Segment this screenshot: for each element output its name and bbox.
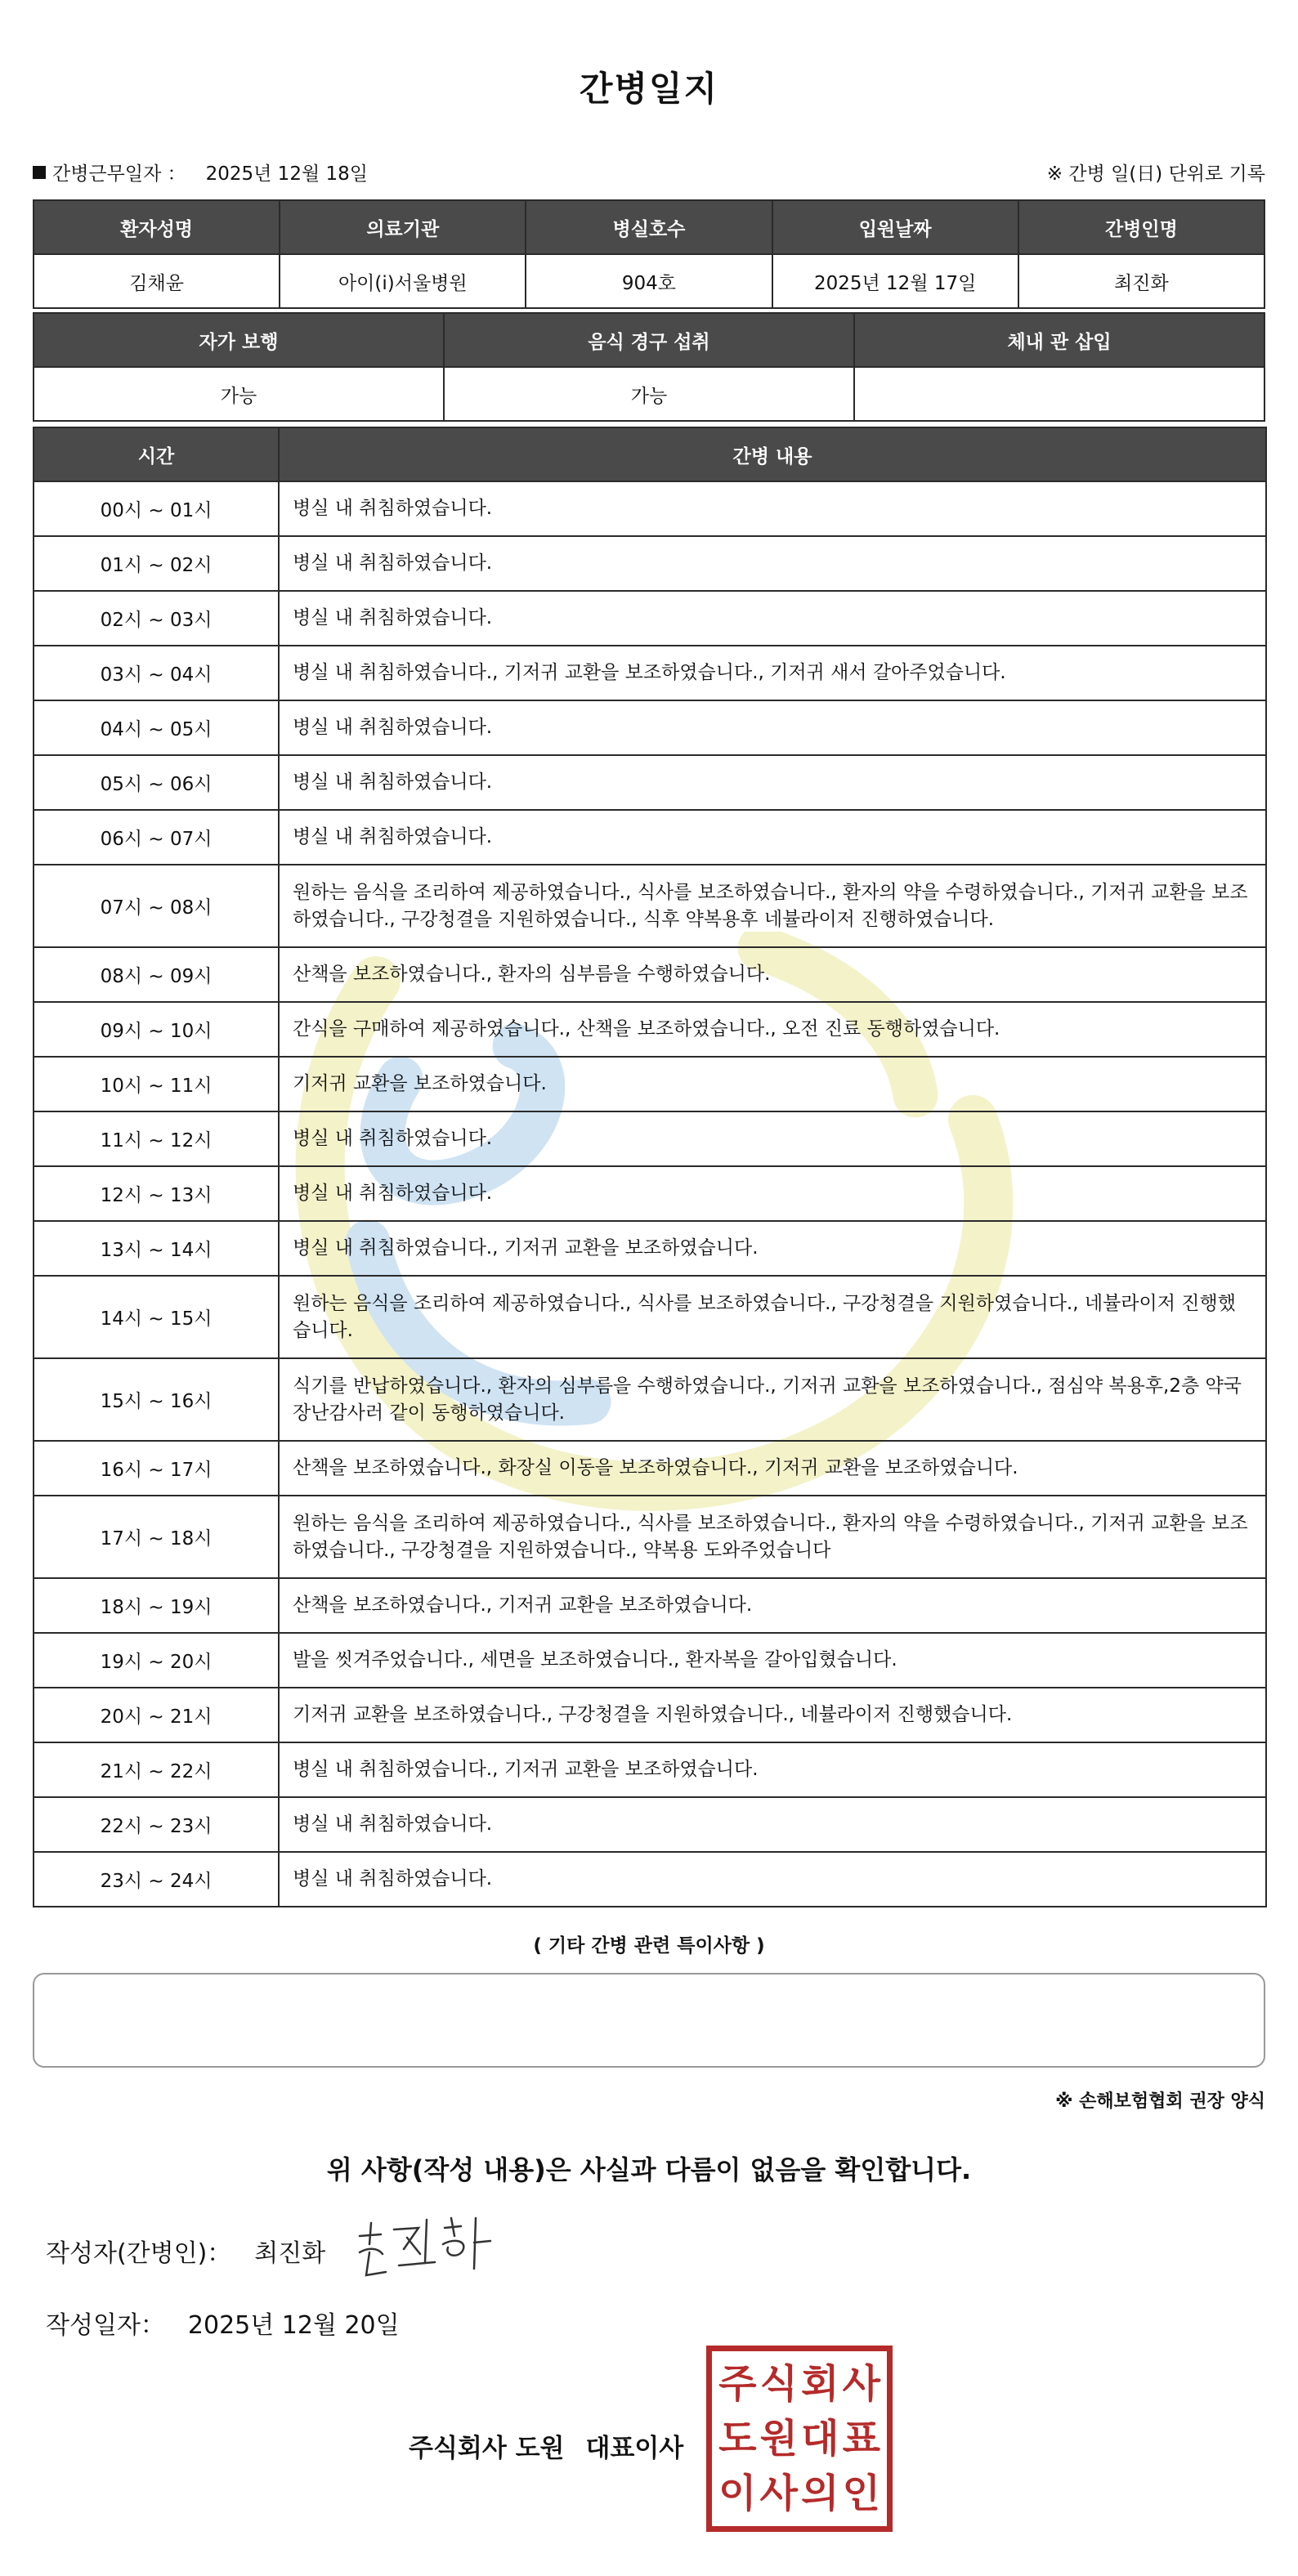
log-content: 병실 내 취침하였습니다. xyxy=(279,481,1266,536)
self-walking-value: 가능 xyxy=(34,367,444,421)
log-content: 병실 내 취침하였습니다., 기저귀 교환을 보조하였습니다., 기저귀 새서 갈아주었습니다. xyxy=(279,646,1266,700)
log-time: 05시 ~ 06시 xyxy=(34,755,279,810)
log-time: 12시 ~ 13시 xyxy=(34,1166,279,1221)
square-bullet-icon xyxy=(33,166,46,179)
table-row xyxy=(34,947,1266,1002)
log-content: 병실 내 취침하였습니다. xyxy=(279,1111,1266,1166)
care-log-header-row xyxy=(34,427,1266,481)
patient-status-header-row xyxy=(34,313,1264,367)
special-notes-box xyxy=(33,1973,1265,2068)
table-row xyxy=(34,700,1266,755)
table-row xyxy=(34,1797,1266,1852)
log-time: 08시 ~ 09시 xyxy=(34,947,279,1002)
care-log-table xyxy=(33,427,1267,1907)
log-content: 간식을 구매하여 제공하였습니다., 산책을 보조하였습니다., 오전 진료 동행하였습니다. xyxy=(279,1002,1266,1057)
log-time: 20시 ~ 21시 xyxy=(34,1688,279,1742)
header-room: 병실호수 xyxy=(526,200,772,254)
log-time: 11시 ~ 12시 xyxy=(34,1111,279,1166)
seal-char: 인 xyxy=(842,2471,880,2517)
patient-status-table xyxy=(33,312,1265,422)
writer-name: 최진화 xyxy=(254,2239,326,2268)
written-date-label: 작성일자： xyxy=(46,2311,165,2340)
table-row xyxy=(34,536,1266,591)
oral-intake-value: 가능 xyxy=(444,367,854,421)
log-content: 병실 내 취침하였습니다. xyxy=(279,755,1266,810)
work-date-value: 2025년 12월 18일 xyxy=(205,163,368,185)
header-oral-intake: 음식 경구 섭취 xyxy=(444,313,854,367)
seal-char: 표 xyxy=(842,2415,880,2462)
log-time: 00시 ~ 01시 xyxy=(34,481,279,536)
log-content: 병실 내 취침하였습니다. xyxy=(279,1852,1266,1907)
company-seal-stamp xyxy=(706,2346,893,2532)
log-time: 09시 ~ 10시 xyxy=(34,1002,279,1057)
confirmation-statement: 위 사항(작성 내용)은 사실과 다름이 없음을 확인합니다. xyxy=(326,2154,972,2185)
log-content: 산책을 보조하였습니다., 기저귀 교환을 보조하였습니다. xyxy=(279,1578,1266,1633)
seal-char: 회 xyxy=(801,2360,839,2407)
patient-info-table xyxy=(33,199,1265,309)
log-time: 19시 ~ 20시 xyxy=(34,1633,279,1688)
table-row xyxy=(34,1166,1266,1221)
log-time: 04시 ~ 05시 xyxy=(34,700,279,755)
log-time: 13시 ~ 14시 xyxy=(34,1221,279,1276)
seal-char: 이 xyxy=(718,2471,757,2517)
table-row xyxy=(34,1496,1266,1578)
log-time: 16시 ~ 17시 xyxy=(34,1441,279,1496)
log-time: 10시 ~ 11시 xyxy=(34,1057,279,1111)
unit-note: ※ 간병 일(日) 단위로 기록 xyxy=(1046,163,1265,185)
seal-char: 도 xyxy=(718,2415,757,2462)
log-content: 병실 내 취침하였습니다., 기저귀 교환을 보조하였습니다. xyxy=(279,1742,1266,1797)
work-date xyxy=(33,159,368,186)
tube-insertion-value xyxy=(854,367,1264,421)
header-patient-name: 환자성명 xyxy=(34,200,280,254)
seal-char: 식 xyxy=(759,2360,798,2407)
log-time: 14시 ~ 15시 xyxy=(34,1276,279,1358)
room-number: 904호 xyxy=(526,254,772,308)
table-row xyxy=(34,755,1266,810)
log-content: 병실 내 취침하였습니다. xyxy=(279,1166,1266,1221)
log-content: 병실 내 취침하였습니다. xyxy=(279,810,1266,865)
table-row xyxy=(34,1057,1266,1111)
table-row xyxy=(34,1578,1266,1633)
table-row xyxy=(34,1002,1266,1057)
seal-char: 주 xyxy=(718,2360,757,2407)
log-content: 원하는 음식을 조리하여 제공하였습니다., 식사를 보조하였습니다., 구강청결을 지원하였습니다., 네뷸라이저 진행했습니다. xyxy=(279,1276,1266,1358)
log-time: 03시 ~ 04시 xyxy=(34,646,279,700)
log-time: 07시 ~ 08시 xyxy=(34,865,279,947)
seal-char: 사 xyxy=(842,2360,880,2407)
form-source-note: ※ 손해보험협회 권장 양식 xyxy=(1055,2091,1265,2112)
log-content: 발을 씻겨주었습니다., 세면을 보조하였습니다., 환자복을 갈아입혔습니다. xyxy=(279,1633,1266,1688)
log-time: 21시 ~ 22시 xyxy=(34,1742,279,1797)
log-content: 원하는 음식을 조리하여 제공하였습니다., 식사를 보조하였습니다., 환자의 약을 수령하였습니다., 기저귀 교환을 보조하였습니다., 구강청결을 지원하였습니다., 약복용 도와주었습니다 xyxy=(279,1496,1266,1578)
table-row xyxy=(34,646,1266,700)
table-row xyxy=(34,1441,1266,1496)
log-time: 18시 ~ 19시 xyxy=(34,1578,279,1633)
admission-date: 2025년 12월 17일 xyxy=(772,254,1018,308)
header-admission-date: 입원날짜 xyxy=(772,200,1018,254)
patient-info-header-row xyxy=(34,200,1264,254)
table-row xyxy=(34,481,1266,536)
log-time: 15시 ~ 16시 xyxy=(34,1358,279,1441)
header-care-content: 간병 내용 xyxy=(279,427,1266,481)
table-row xyxy=(34,865,1266,947)
caregiver-name: 최진화 xyxy=(1018,254,1264,308)
written-date-value: 2025년 12월 20일 xyxy=(187,2311,400,2340)
log-content: 원하는 음식을 조리하여 제공하였습니다., 식사를 보조하였습니다., 환자의 약을 수령하였습니다., 기저귀 교환을 보조하였습니다., 구강청결을 지원하였습니다., 식후 약복용후 네뷸라이저 진행하였습니다. xyxy=(279,865,1266,947)
table-row xyxy=(34,1688,1266,1742)
patient-info-value-row xyxy=(34,254,1264,308)
log-content: 기저귀 교환을 보조하였습니다., 구강청결을 지원하였습니다., 네뷸라이저 진행했습니다. xyxy=(279,1688,1266,1742)
log-time: 17시 ~ 18시 xyxy=(34,1496,279,1578)
table-row xyxy=(34,591,1266,646)
hospital-name: 아이(i)서울병원 xyxy=(280,254,526,308)
log-time: 02시 ~ 03시 xyxy=(34,591,279,646)
log-content: 병실 내 취침하였습니다. xyxy=(279,700,1266,755)
log-time: 06시 ~ 07시 xyxy=(34,810,279,865)
header-tube-insertion: 체내 관 삽입 xyxy=(854,313,1264,367)
page-title: 간병일지 xyxy=(579,69,719,109)
log-content: 식기를 반납하였습니다., 환자의 심부름을 수행하였습니다., 기저귀 교환을 보조하였습니다., 점심약 복용후,2층 약국 장난감사러 같이 동행하였습니다. xyxy=(279,1358,1266,1441)
seal-char: 대 xyxy=(801,2415,839,2462)
header-hospital: 의료기관 xyxy=(280,200,526,254)
writer-line xyxy=(46,2233,325,2269)
work-date-label: 간병근무일자 ： xyxy=(52,163,186,185)
seal-char: 의 xyxy=(801,2471,839,2517)
log-time: 23시 ~ 24시 xyxy=(34,1852,279,1907)
company-name: 주식회사 도원 xyxy=(409,2434,565,2463)
table-row xyxy=(34,1852,1266,1907)
log-time: 22시 ~ 23시 xyxy=(34,1797,279,1852)
log-content: 산책을 보조하였습니다., 화장실 이동을 보조하였습니다., 기저귀 교환을 보조하였습니다. xyxy=(279,1441,1266,1496)
seal-char: 원 xyxy=(759,2415,798,2462)
table-row xyxy=(34,1358,1266,1441)
log-content: 병실 내 취침하였습니다., 기저귀 교환을 보조하였습니다. xyxy=(279,1221,1266,1276)
log-content: 병실 내 취침하였습니다. xyxy=(279,536,1266,591)
company-line xyxy=(409,2427,683,2464)
log-content: 기저귀 교환을 보조하였습니다. xyxy=(279,1057,1266,1111)
log-content: 병실 내 취침하였습니다. xyxy=(279,591,1266,646)
table-row xyxy=(34,810,1266,865)
table-row xyxy=(34,1111,1266,1166)
log-time: 01시 ~ 02시 xyxy=(34,536,279,591)
log-content: 산책을 보조하였습니다., 환자의 심부름을 수행하였습니다. xyxy=(279,947,1266,1002)
table-row xyxy=(34,1221,1266,1276)
special-notes-title: ( 기타 간병 관련 특이사항 ) xyxy=(533,1935,765,1957)
header-self-walking: 자가 보행 xyxy=(34,313,444,367)
table-row xyxy=(34,1276,1266,1358)
seal-char: 사 xyxy=(759,2471,798,2517)
table-row xyxy=(34,1742,1266,1797)
handwritten-signature xyxy=(353,2212,500,2285)
writer-label: 작성자(간병인)： xyxy=(46,2239,232,2268)
table-row xyxy=(34,1633,1266,1688)
written-date-line xyxy=(46,2305,400,2341)
log-content: 병실 내 취침하였습니다. xyxy=(279,1797,1266,1852)
company-role: 대표이사 xyxy=(585,2434,684,2463)
patient-status-value-row xyxy=(34,367,1264,421)
header-caregiver: 간병인명 xyxy=(1018,200,1264,254)
header-time: 시간 xyxy=(34,427,279,481)
patient-name: 김채윤 xyxy=(34,254,280,308)
